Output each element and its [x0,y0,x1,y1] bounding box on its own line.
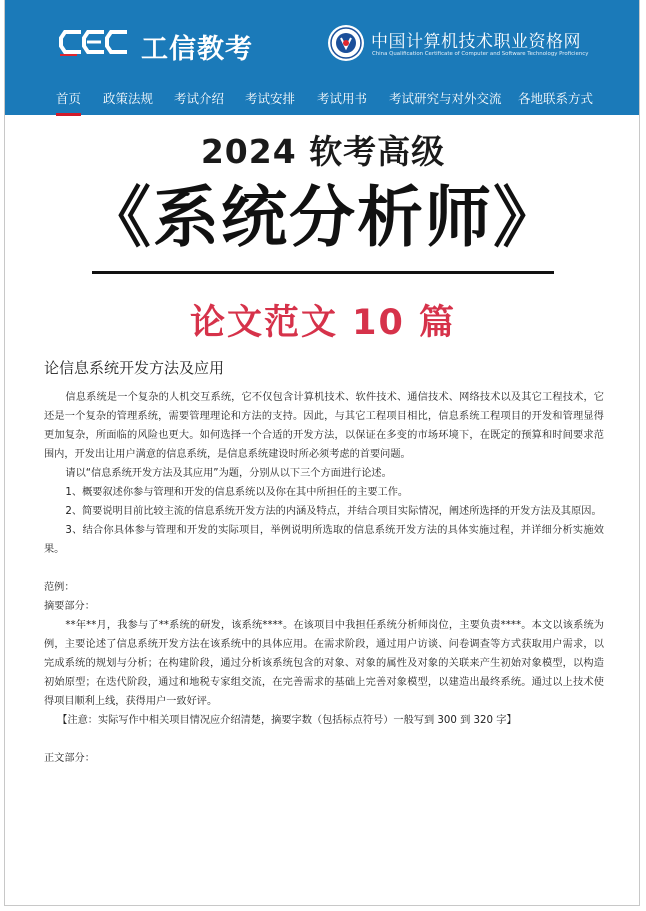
banner-top-row [5,0,639,84]
note: 【注意：实际写作中相关项目情况应介绍清楚，摘要字数（包括标点符号）一般写到 300 到 320 字】 [57,715,517,726]
qualification-seal-icon [327,24,365,62]
org-subtitle: China Qualification Certificate of Computer and Software Technology Proficiency [372,51,589,57]
paragraph: 请以“信息系统开发方法及其应用”为题，分别从以下三个方面进行论述。 [65,468,392,479]
nav-item-intro[interactable]: 考试介绍 [174,91,225,106]
spacer [44,730,604,749]
nav-item-home[interactable]: 首页 [56,91,82,106]
paragraph: 3、结合你具体参与管理和开发的实际项目，举例说明所选取的信息系统开发方法的具体实施过程，并详细分析实施效果。 [44,525,604,555]
cec-logo-icon [57,28,129,56]
nav-item-books[interactable]: 考试用书 [317,91,368,106]
body-label: 正文部分： [44,753,95,764]
nav-item-policy[interactable]: 政策法规 [103,91,154,106]
title-divider [92,271,554,274]
article-content [44,357,604,768]
spacer [44,559,604,578]
example-label: 范例： [44,582,75,593]
paragraph: 1、概要叙述你参与管理和开发的信息系统以及你在其中所担任的主要工作。 [65,487,409,498]
nav-item-schedule[interactable]: 考试安排 [245,91,296,106]
cover-title-top: 2024 软考高级 [200,132,446,171]
cover-title-main: 《系统分析师》 [85,179,561,256]
abstract-label: 摘要部分： [44,601,95,612]
paragraph: 信息系统是一个复杂的人机交互系统，它不仅包含计算机技术、软件技术、通信技术、网络技术以及其它工程技术，它还是一个复杂的管理系统，需要管理理论和方法的支持。因此，与其它工程项目相比，信息系统工程项目的开发和管理显得更加复杂，所面临的风险也更大。如何选择一个合适的开发方法，以保证在多变的市场环境下，在既定的预算和时间要求范围内，开发出让用户满意的信息系统，是信息系统建设时所必须考虑的首要问题。 [44,392,604,460]
article-heading: 论信息系统开发方法及应用 [44,359,225,377]
header-banner [5,0,639,115]
abstract-paragraph: **年**月，我参与了**系统的研发，该系统****。在该项目中我担任系统分析师岗位，主要负责****。本文以该系统为例，主要论述了信息系统开发方法在该系统中的具体应用。在需求阶段，通过用户访谈、问卷调查等方式获取用户需求，以完成系统的规划与分析；在构建阶段，通过分析该系统包含的对象、对象的属性及对象的关联来产生初始对象模型，以构造初始原型；在迭代阶段，通过和地税专家组交流，在完善需求的基础上完善对象模型，以建造出最终系统。通过以上技术使得项目顺利上线，获得用户一致好评。 [44,620,604,707]
nav-item-contacts[interactable]: 各地联系方式 [518,91,594,106]
org-name: 中国计算机技术职业资格网 [371,32,581,52]
logo-text: 工信教考 [141,34,253,65]
top-nav [5,84,639,115]
cover-title-sub: 论文范文 10 篇 [189,303,457,343]
paragraph: 2、简要说明目前比较主流的信息系统开发方法的内涵及特点，并结合项目实际情况，阐述所选择的开发方法及其原因。 [65,506,602,517]
nav-item-research[interactable]: 考试研究与对外交流 [389,91,502,106]
